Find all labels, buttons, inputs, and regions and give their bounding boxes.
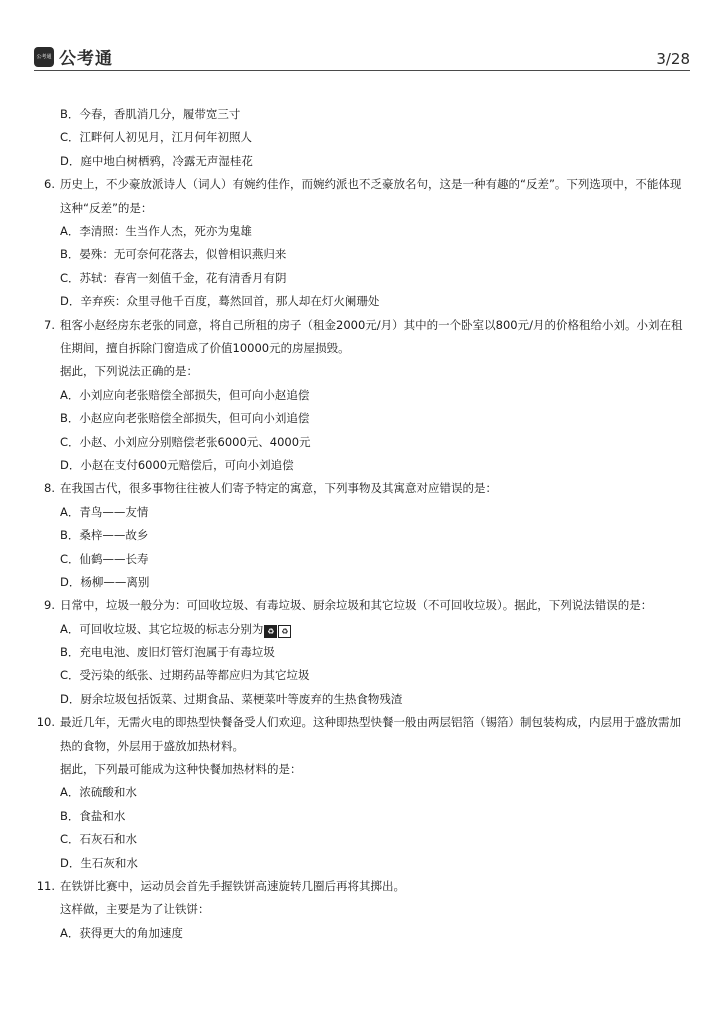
question-9 xyxy=(36,594,686,617)
question-text: 日常中，垃圾一般分为：可回收垃圾、有毒垃圾、厨余垃圾和其它垃圾（不可回收垃圾）。据此，下列说法错误的是： xyxy=(60,598,653,613)
question-number: 6. xyxy=(44,177,55,192)
logo-badge-icon: 公考通 xyxy=(34,47,54,67)
option-d: D．厨余垃圾包括饭菜、过期食品、菜梗菜叶等废弃的生热食物残渣 xyxy=(60,691,403,706)
brand-logo xyxy=(34,44,113,69)
option-d: D．生石灰和水 xyxy=(60,855,138,870)
page-number: 3/28 xyxy=(656,50,690,68)
option-a xyxy=(36,618,686,641)
option-c: C．石灰石和水 xyxy=(60,832,138,847)
option-a: A．李清照：生当作人杰，死亦为鬼雄 xyxy=(60,223,252,238)
question-6 xyxy=(36,173,686,220)
question-stem: 据此，下列最可能成为这种快餐加热材料的是： xyxy=(60,762,302,777)
option-a: A．获得更大的角加速度 xyxy=(60,925,183,940)
option-c: C．仙鹤——长寿 xyxy=(60,551,149,566)
other-waste-icon: ♻ xyxy=(278,625,291,638)
question-text: 在铁饼比赛中，运动员会首先手握铁饼高速旋转几圈后再将其掷出。 xyxy=(60,879,405,894)
question-10 xyxy=(36,711,686,758)
question-text: 租客小赵经房东老张的同意，将自己所租的房子（租金2000元/月）其中的一个卧室以800元/月的价格租给小刘。小刘在租住期间，擅自拆除门窗造成了价值10000元的房屋损毁。 xyxy=(60,317,683,355)
question-7 xyxy=(36,314,686,361)
option-a: A．浓硫酸和水 xyxy=(60,785,137,800)
question-text: 在我国古代，很多事物往往被人们寄予特定的寓意，下列事物及其寓意对应错误的是： xyxy=(60,481,497,496)
question-8 xyxy=(36,477,686,500)
option-d: D．杨柳——离别 xyxy=(60,574,150,589)
question-number: 9. xyxy=(44,598,55,613)
option-a: A．青鸟——友情 xyxy=(60,504,149,519)
option-c: C．苏轼：春宵一刻值千金，花有清香月有阴 xyxy=(60,270,287,285)
logo-text: 公考通 xyxy=(59,49,113,69)
question-number: 10. xyxy=(36,715,55,730)
question-text: 最近几年，无需火电的即热型快餐备受人们欢迎。这种即热型快餐一般由两层铝箔（锡箔）制包装构成，内层用于盛放需加热的食物，外层用于盛放加热材料。 xyxy=(60,715,681,753)
option-d: D．庭中地白树栖鸦，冷露无声湿桂花 xyxy=(60,153,253,168)
question-text: 历史上，不少豪放派诗人（词人）有婉约佳作，而婉约派也不乏豪放名句，这是一种有趣的“反差”。下列选项中，不能体现这种“反差”的是： xyxy=(60,177,682,215)
question-number: 11. xyxy=(36,879,55,894)
recyclable-waste-icon: ♻ xyxy=(264,625,277,638)
question-stem: 据此，下列说法正确的是： xyxy=(60,364,198,379)
option-b: B．桑梓——故乡 xyxy=(60,528,149,543)
option-b: B．小赵应向老张赔偿全部损失，但可向小刘追偿 xyxy=(60,411,310,426)
question-number: 8. xyxy=(44,481,55,496)
question-number: 7. xyxy=(44,317,55,332)
option-a: A．小刘应向老张赔偿全部损失，但可向小赵追偿 xyxy=(60,387,310,402)
option-c: C．受污染的纸张、过期药品等都应归为其它垃圾 xyxy=(60,668,310,683)
option-b: B．今春，香肌消几分，履带宽三寸 xyxy=(60,107,241,121)
option-b: B．食盐和水 xyxy=(60,808,126,823)
option-b: B．晏殊：无可奈何花落去，似曾相识燕归来 xyxy=(60,247,287,262)
option-c: C．江畔何人初见月，江月何年初照人 xyxy=(60,130,253,145)
option-c: C．小赵、小刘应分别赔偿老张6000元、4000元 xyxy=(60,434,311,449)
option-text: A．可回收垃圾、其它垃圾的标志分别为 xyxy=(60,621,264,636)
option-d: D．辛弃疾：众里寻他千百度，蓦然回首，那人却在灯火阑珊处 xyxy=(60,294,380,309)
question-11 xyxy=(36,875,686,898)
page-header xyxy=(34,40,690,71)
question-stem: 这样做，主要是为了让铁饼： xyxy=(60,902,210,917)
question-list xyxy=(36,103,686,945)
option-d: D．小赵在支付6000元赔偿后，可向小刘追偿 xyxy=(60,457,294,472)
option-b: B．充电电池、废旧灯管灯泡属于有毒垃圾 xyxy=(60,645,275,660)
